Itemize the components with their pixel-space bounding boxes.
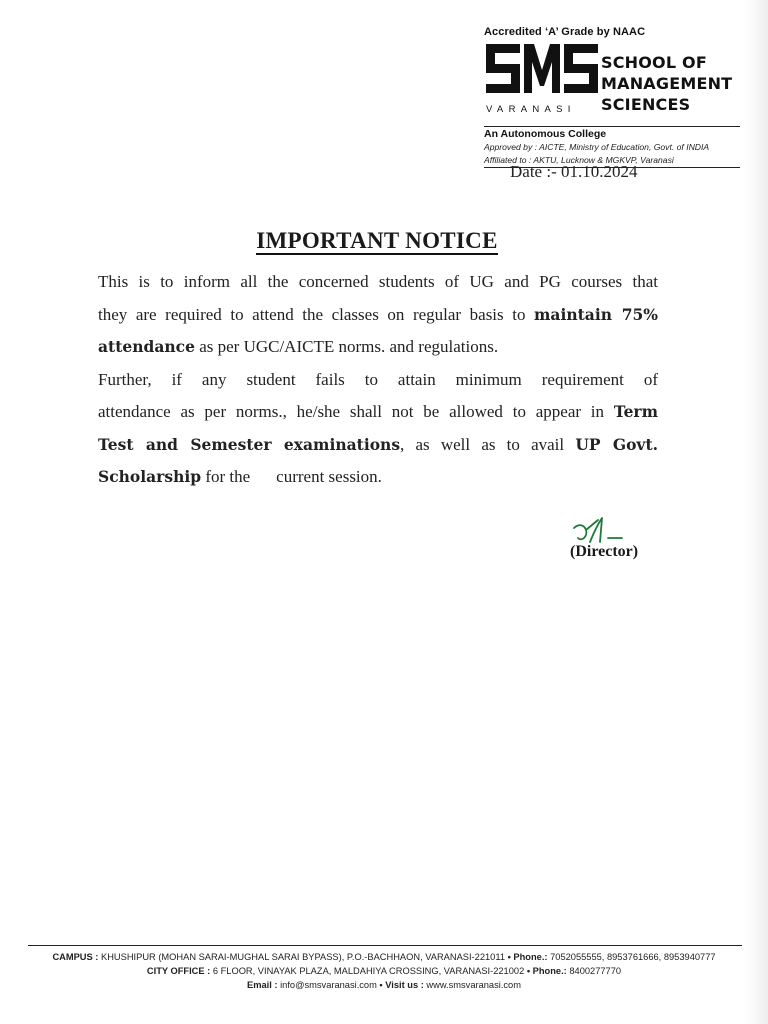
- campus-label: CAMPUS :: [52, 952, 99, 962]
- website-link[interactable]: www.smsvaranasi.com: [423, 980, 521, 990]
- p1-line-2: [98, 299, 658, 332]
- p2-line-3: [98, 429, 658, 462]
- footer-city-line: [20, 964, 748, 978]
- footer-contact-line: [20, 978, 748, 992]
- p2-line-4-end: current session.: [276, 467, 382, 486]
- notice-paragraph-2: [98, 364, 658, 494]
- city-phone: 8400277770: [566, 966, 622, 976]
- p2-line-1: Further, if any student fails to attain minimum requirement of: [98, 369, 658, 389]
- campus-phone-label: • Phone.:: [507, 952, 548, 962]
- city-office-label: CITY OFFICE :: [146, 966, 211, 976]
- logo-block: [484, 40, 744, 165]
- letterhead: [484, 26, 744, 165]
- notice-date: Date :- 01.10.2024: [510, 162, 638, 181]
- city-phone-label: • Phone.:: [526, 966, 567, 976]
- website-label: • Visit us :: [379, 980, 424, 990]
- footer: [20, 950, 748, 992]
- notice-paragraph-1: [98, 266, 658, 364]
- p1-emphasis-attendance: maintain 75%: [534, 304, 658, 324]
- notice-title: IMPORTANT NOTICE: [256, 228, 498, 253]
- p1-line-2-text: they are required to attend the classes on regular basis to: [98, 304, 535, 324]
- campus-address: KHUSHIPUR (MOHAN SARAI-MUGHAL SARAI BYPASS), P.O.-BACHHAON, VARANASI-221011: [98, 952, 508, 962]
- accreditation-text: Accredited ‘A’ Grade by NAAC: [484, 26, 646, 38]
- p2-emphasis-term: Term: [613, 402, 658, 421]
- p1-line-1: This is to inform all the concerned students of UG and PG courses that: [98, 272, 658, 291]
- school-name: [601, 52, 732, 115]
- footer-divider: [28, 945, 742, 946]
- p1-line-3: [98, 331, 658, 364]
- school-name-line-1: SCHOOL OF: [601, 53, 707, 72]
- p2-line-4-text: for the: [201, 467, 251, 486]
- signatory-title: (Director): [570, 543, 639, 560]
- p2-emphasis-exams: Test and Semester examinations: [98, 434, 401, 454]
- letterhead-divider: [484, 126, 740, 127]
- affiliation-text: Affiliated to : AKTU, Lucknow & MGKVP, Varanasi: [484, 155, 674, 165]
- notice-body: [98, 266, 658, 494]
- city-office-address: 6 FLOOR, VINAYAK PLAZA, MALDAHIYA CROSSING, VARANASI-221002: [210, 966, 527, 976]
- sms-logo: [486, 44, 598, 96]
- autonomous-text: An Autonomous College: [484, 128, 607, 140]
- p2-line-2: [98, 396, 658, 429]
- notice-title-wrap: [0, 228, 754, 254]
- p2-line-2-text: attendance as per norms., he/she shall not be allowed to appear in: [98, 402, 614, 421]
- footer-campus-line: [20, 950, 748, 964]
- p2-emphasis-govt: UP Govt.: [575, 434, 658, 454]
- campus-phone: 7052055555, 8953761666, 8953940777: [547, 952, 716, 962]
- p1-line-3-text: as per UGC/AICTE norms. and regulations.: [194, 337, 499, 356]
- p2-line-3-text: , as well as to avail: [400, 434, 576, 454]
- p2-line-4: [98, 461, 658, 494]
- p1-emphasis-attendance-word: attendance: [98, 337, 195, 356]
- email-address[interactable]: info@smsvaranasi.com: [277, 980, 380, 990]
- school-name-line-2: MANAGEMENT: [601, 74, 733, 93]
- logo-city: VARANASI: [486, 104, 576, 115]
- approval-text: Approved by : AICTE, Ministry of Education, Govt. of INDIA: [484, 142, 710, 152]
- email-label: Email :: [247, 980, 278, 990]
- school-name-line-3: SCIENCES: [601, 95, 691, 114]
- p2-emphasis-scholarship: Scholarship: [98, 467, 202, 486]
